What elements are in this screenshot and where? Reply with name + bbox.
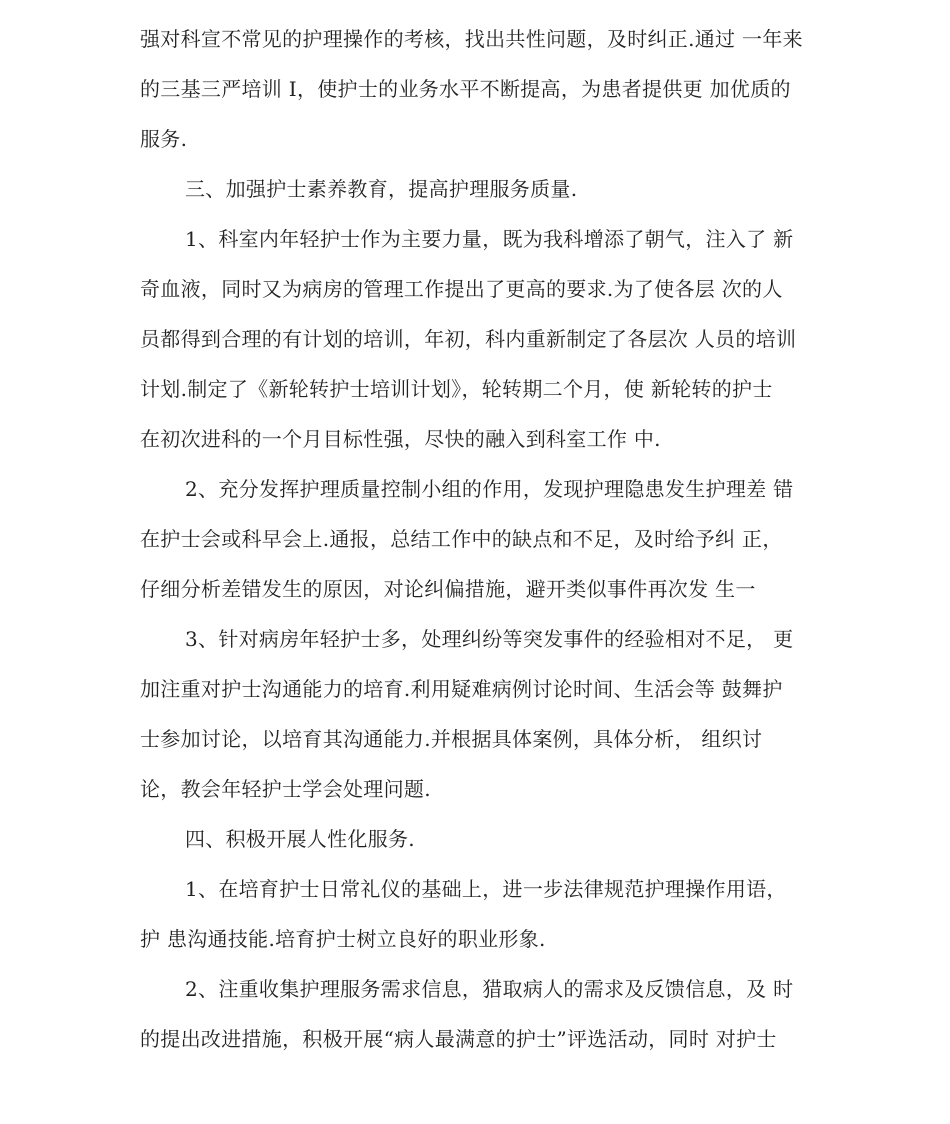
text-line-2: 的三基三严培训 I，使护士的业务水平不断提高，为患者提供更 加优质的	[140, 77, 791, 101]
text-line-1: 强对科宣不常见的护理操作的考核，找出共性问题，及时纠正.通过 一年来	[140, 27, 803, 51]
text-line-11: 在护士会或科早会上.通报，总结工作中的缺点和不足，及时给予纠 正，	[140, 527, 783, 551]
text-line-16: 论，教会年轻护士学会处理问题.	[140, 777, 431, 801]
section-heading-3: 三、加强护士素养教育，提高护理服务质量.	[185, 177, 578, 201]
text-line-5: 1、科室内年轻护士作为主要力量，既为我科增添了朝气，注入了 新	[185, 227, 794, 251]
text-line-8: 计划.制定了《新轮转护士培训计划》，轮转期二个月，使 新轮转的护士	[140, 377, 773, 401]
text-line-18: 1、在培育护士日常礼仪的基础上，进一步法律规范护理操作用语，	[185, 877, 787, 901]
text-line-6: 奇血液，同时又为病房的管理工作提出了更高的要求.为了使各层 次的人	[140, 277, 783, 301]
text-line-12: 仔细分析差错发生的原因，对论纠偏措施，避开类似事件再次发 生一	[140, 577, 756, 601]
text-line-21: 的提出改进措施，积极开展“病人最满意的护士”评选活动，同时 对护士	[140, 1027, 777, 1051]
text-line-10: 2、充分发挥护理质量控制小组的作用，发现护理隐患发生护理差 错	[185, 477, 794, 501]
text-line-7: 员都得到合理的有计划的培训，年初，科内重新制定了各层次 人员的培训	[140, 327, 797, 351]
text-line-20: 2、注重收集护理服务需求信息，猎取病人的需求及反馈信息，及 时	[185, 977, 794, 1001]
section-heading-4: 四、积极开展人性化服务.	[185, 827, 415, 851]
text-line-14: 加注重对护士沟通能力的培育.利用疑难病例讨论时间、生活会等 鼓舞护	[140, 677, 783, 701]
text-line-9: 在初次进科的一个月目标性强，尽快的融入到科室工作 中.	[140, 427, 661, 451]
text-line-15: 士参加讨论，以培育其沟通能力.并根据具体案例，具体分析， 组织讨	[140, 727, 763, 751]
text-line-19: 护 患沟通技能.培育护士树立良好的职业形象.	[140, 927, 546, 951]
text-line-3: 服务.	[140, 127, 188, 151]
text-line-13: 3、针对病房年轻护士多，处理纠纷等突发事件的经验相对不足， 更	[185, 627, 794, 651]
